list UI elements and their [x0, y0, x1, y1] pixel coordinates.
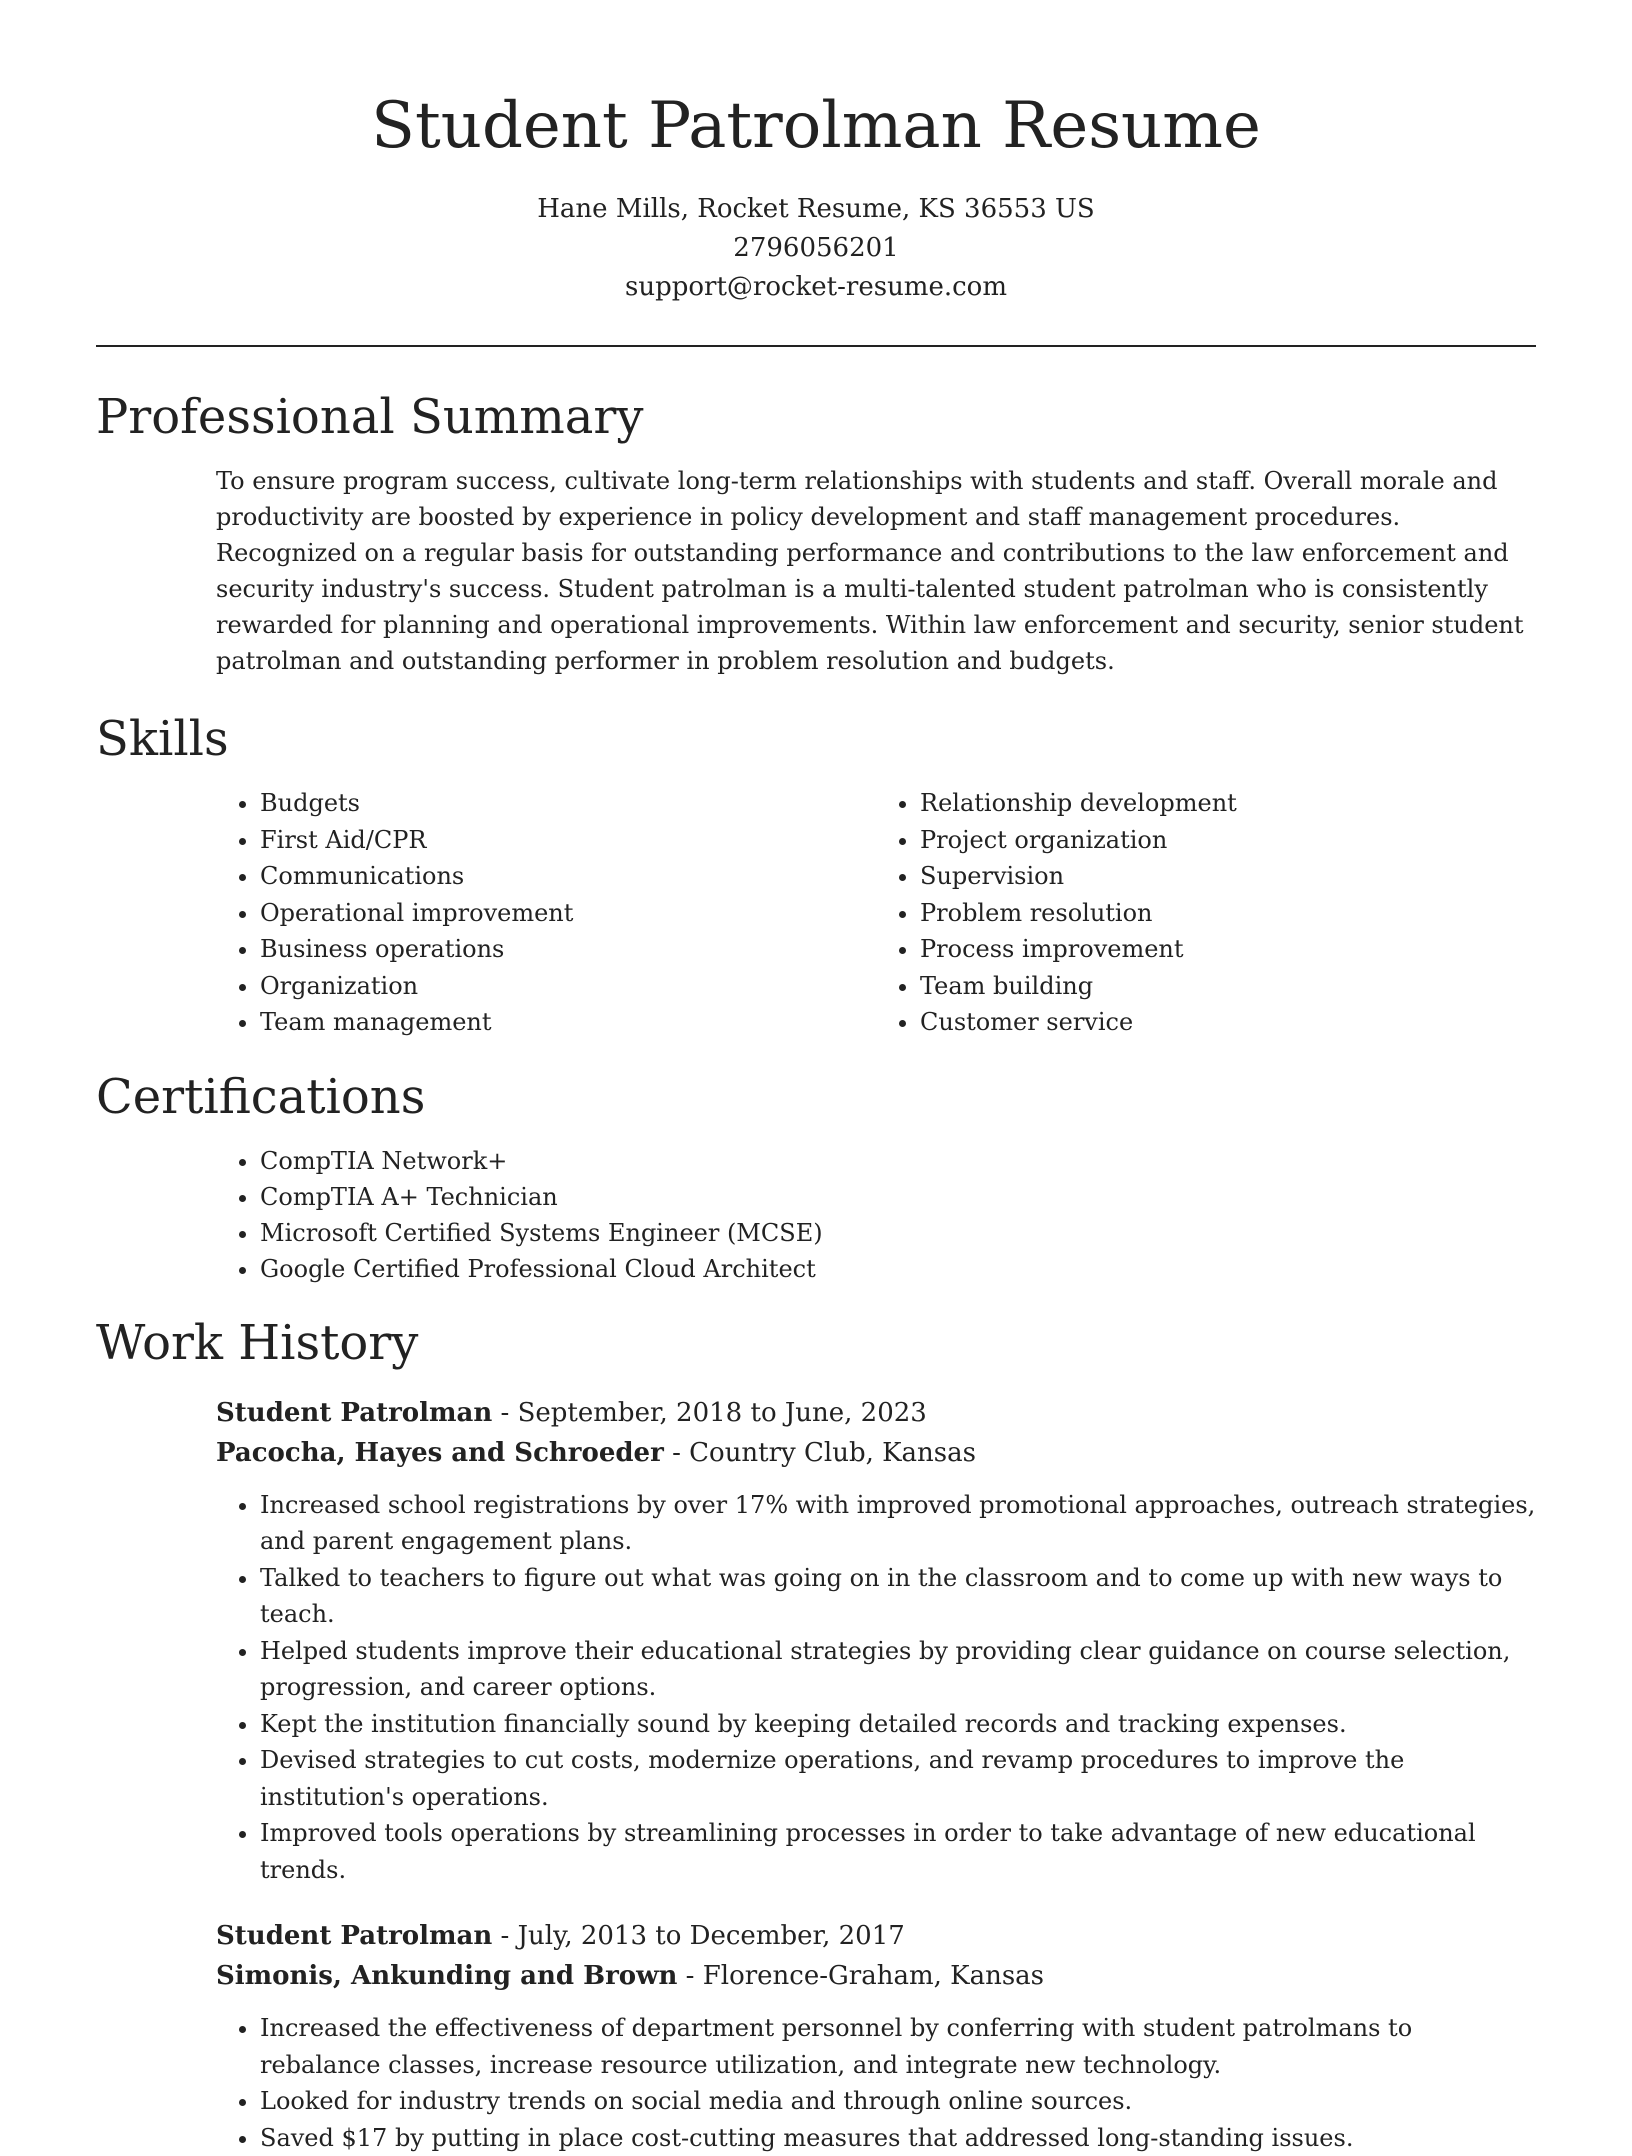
- work-history-section: [96, 1311, 1536, 2156]
- job-location: Florence-Graham, Kansas: [703, 1961, 1044, 1991]
- job-bullet: • Kept the institution financially sound by keeping detailed records and tracking expenses.: [260, 1706, 1536, 1743]
- certifications-heading: Certifications: [96, 1065, 1536, 1129]
- job-bullet: • Devised strategies to cut costs, modernize operations, and revamp procedures to improve the institution's operations.: [260, 1742, 1536, 1815]
- skill-item: • Business operations: [260, 931, 876, 968]
- skill-item: • Relationship development: [920, 785, 1536, 822]
- job-company-line: [216, 1433, 1536, 1473]
- skill-item: • First Aid/CPR: [260, 822, 876, 859]
- skills-list-right: [876, 785, 1536, 1041]
- job-bullet: • Improved tools operations by streamlining processes in order to take advantage of new educational trends.: [260, 1815, 1536, 1888]
- certification-item: • Google Certified Professional Cloud Architect: [260, 1251, 1536, 1287]
- certification-item: • Microsoft Certified Systems Engineer (MCSE): [260, 1215, 1536, 1251]
- certifications-list: [216, 1143, 1536, 1287]
- skill-item: • Project organization: [920, 822, 1536, 859]
- job-location: Country Club, Kansas: [689, 1438, 976, 1468]
- job-bullet: • Saved $17 by putting in place cost-cutting measures that addressed long-standing issues.: [260, 2120, 1536, 2156]
- job-entry: [216, 1916, 1536, 2156]
- job-title: Student Patrolman: [216, 1398, 492, 1428]
- skill-item: • Communications: [260, 858, 876, 895]
- job-title-line: [216, 1916, 1536, 1956]
- skills-heading: Skills: [96, 707, 1536, 771]
- skill-item: • Budgets: [260, 785, 876, 822]
- certifications-section: [96, 1065, 1536, 1287]
- job-dates: September, 2018 to June, 2023: [518, 1398, 927, 1428]
- skill-item: • Problem resolution: [920, 895, 1536, 932]
- job-bullet: • Increased school registrations by over 17% with improved promotional approaches, outreach strategies, and parent engagement plans.: [260, 1487, 1536, 1560]
- contact-address: Hane Mills, Rocket Resume, KS 36553 US: [96, 190, 1536, 229]
- job-bullet: • Looked for industry trends on social media and through online sources.: [260, 2083, 1536, 2120]
- job-company: Simonis, Ankunding and Brown: [216, 1961, 677, 1991]
- job-bullets: [216, 2010, 1536, 2156]
- contact-email: support@rocket-resume.com: [96, 268, 1536, 307]
- skills-section: [96, 707, 1536, 1041]
- job-bullets: [216, 1487, 1536, 1889]
- job-separator: -: [501, 1921, 518, 1951]
- certification-item: • CompTIA A+ Technician: [260, 1179, 1536, 1215]
- job-separator: -: [501, 1398, 518, 1428]
- skills-columns: [216, 785, 1536, 1041]
- skill-item: • Customer service: [920, 1004, 1536, 1041]
- job-separator: -: [686, 1961, 703, 1991]
- resume-header: [96, 0, 1536, 307]
- certification-item: • CompTIA Network+: [260, 1143, 1536, 1179]
- job-bullet: • Increased the effectiveness of department personnel by conferring with student patrolmans to rebalance classes, increase resource utilization, and integrate new technology.: [260, 2010, 1536, 2083]
- job-bullet: • Talked to teachers to figure out what was going on in the classroom and to come up with new ways to teach.: [260, 1560, 1536, 1633]
- job-title: Student Patrolman: [216, 1921, 492, 1951]
- summary-heading: Professional Summary: [96, 385, 1536, 449]
- job-entry: [216, 1393, 1536, 1889]
- job-title-line: [216, 1393, 1536, 1433]
- job-dates: July, 2013 to December, 2017: [518, 1921, 905, 1951]
- job-separator: -: [672, 1438, 689, 1468]
- job-bullet: • Helped students improve their educational strategies by providing clear guidance on course selection, progression, and career options.: [260, 1633, 1536, 1706]
- job-company: Pacocha, Hayes and Schroeder: [216, 1438, 664, 1468]
- skill-item: • Team building: [920, 968, 1536, 1005]
- contact-phone: 2796056201: [96, 229, 1536, 268]
- skill-item: • Supervision: [920, 858, 1536, 895]
- summary-text: To ensure program success, cultivate long-term relationships with students and staff. Overall morale and productivity are boosted by experience in policy development and staff management procedures. Recognized on a regular basis for outstanding performance and contributions to the law enforcement and security industry's success. Student patrolman is a multi-talented student patrolman who is consistently rewarded for planning and operational improvements. Within law enforcement and security, senior student patrolman and outstanding performer in problem resolution and budgets.: [216, 463, 1536, 679]
- skill-item: • Organization: [260, 968, 876, 1005]
- skills-list-left: [216, 785, 876, 1041]
- skill-item: • Process improvement: [920, 931, 1536, 968]
- summary-section: [96, 385, 1536, 679]
- resume-title: Student Patrolman Resume: [96, 84, 1536, 168]
- skill-item: • Operational improvement: [260, 895, 876, 932]
- skill-item: • Team management: [260, 1004, 876, 1041]
- contact-info: [96, 190, 1536, 307]
- work-history-heading: Work History: [96, 1311, 1536, 1375]
- job-company-line: [216, 1956, 1536, 1996]
- header-divider: [96, 345, 1536, 347]
